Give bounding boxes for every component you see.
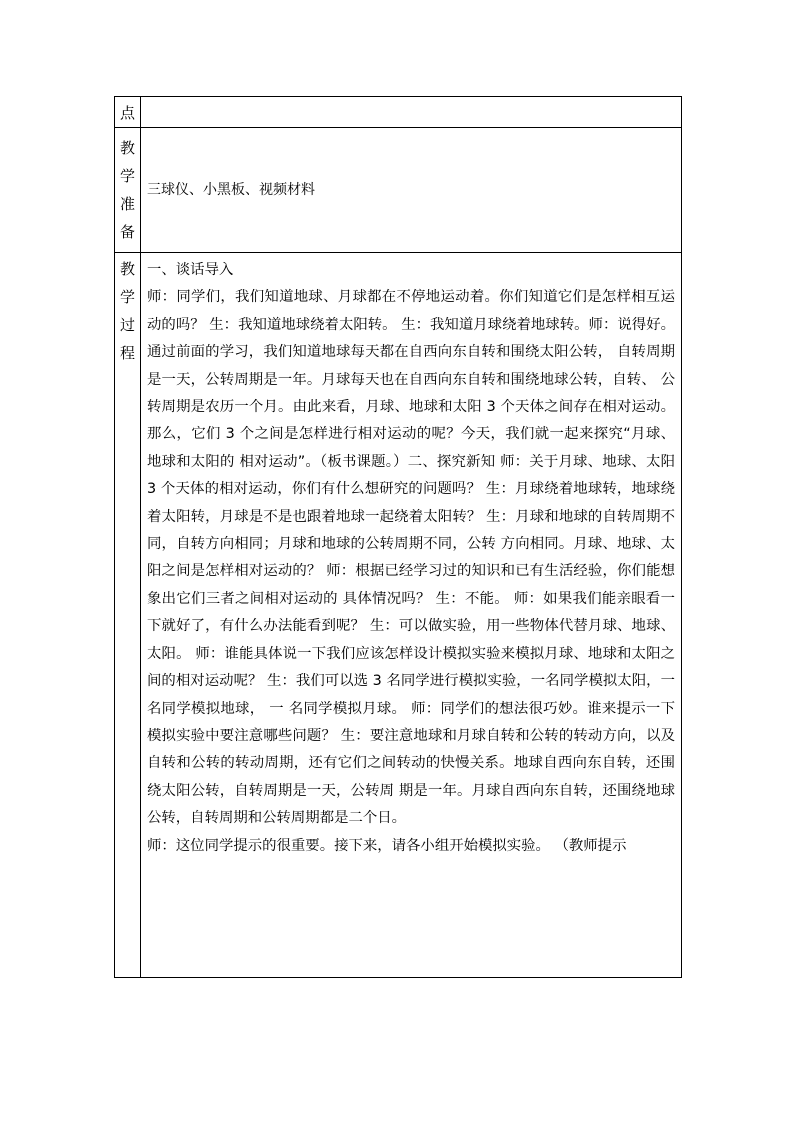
table-row-teaching-prep — [115, 128, 682, 253]
row-content-teaching-process — [141, 253, 682, 978]
table-row-point — [115, 97, 682, 128]
label-char: 教 — [119, 260, 135, 278]
label-char: 过 — [119, 316, 135, 334]
row-label-point: 点 — [115, 97, 141, 128]
label-char: 学 — [119, 167, 135, 185]
table-row-teaching-process — [115, 253, 682, 978]
process-paragraph: 师：这位同学提示的很重要。接下来，请各小组开始模拟实验。 （教师提示 — [147, 837, 627, 854]
process-text — [147, 257, 675, 860]
label-char: 程 — [119, 344, 135, 362]
lesson-plan-table — [114, 96, 682, 978]
row-content-teaching-prep: 三球仪、小黑板、视频材料 — [141, 128, 682, 253]
label-char: 教 — [119, 139, 135, 157]
process-paragraph: 一、谈话导入 — [147, 262, 234, 278]
label-char: 备 — [119, 223, 135, 241]
row-label-teaching-process — [115, 253, 141, 978]
label-char: 学 — [119, 288, 135, 306]
process-paragraph: 师：同学们，我们知道地球、月球都在不停地运动着。你们知道它们是怎样相互运动的吗？ 生：我知道地球绕着太阳转。 生：我知道月球绕着地球转。师：说得好。通过前面的学习，我们知道地球每天都在自西向东自转和围绕太阳公转， 自转周期是一天，公转周期是一年。月球每天也在自西向东自转和围绕地球公转，自转、 公转周期是农历一个月。由此来看，月球、地球和太阳 3 个天体之间存在相对运动。那么，它们 3 个之间是怎样进行相对运动的呢？今天，我们就一起来探究“月球、地球和太阳的 相对运动”。（板书课题。）二、探究新知 师：关于月球、地球、太阳 3 个天体的相对运动，你们有什么想研究的问题吗？ 生：月球绕着地球转，地球绕着太阳转，月球是不是也跟着地球一起绕着太阳转？ 生：月球和地球的自转周期不同，自转方向相同；月球和地球的公转周期不同，公转 方向相同。月球、地球、太阳之间是怎样相对运动的？ 师：根据已经学习过的知识和已有生活经验，你们能想象出它们三者之间相对运动的 具体情况吗？ 生：不能。 师：如果我们能亲眼看一下就好了，有什么办法能看到呢？ 生：可以做实验，用一些物体代替月球、地球、太阳。 师：谁能具体说一下我们应该怎样设计模拟实验来模拟月球、地球和太阳之间的相对运动呢？ 生：我们可以选 3 名同学进行模拟实验，一名同学模拟太阳，一名同学模拟地球， 一 名同学模拟月球。 师：同学们的想法很巧妙。谁来提示一下模拟实验中要注意哪些问题？ 生：要注意地球和月球自转和公转的转动方向，以及自转和公转的转动周期，还有它们之间转动的快慢关系。地球自西向东自转，还围绕太阳公转，自转周期是一天，公转周 期是一年。月球自西向东自转，还围绕地球公转，自转周期和公转周期都是二个日。 — [147, 289, 675, 827]
row-content-point — [141, 97, 682, 128]
label-char: 准 — [119, 195, 135, 213]
row-label-teaching-prep — [115, 128, 141, 253]
